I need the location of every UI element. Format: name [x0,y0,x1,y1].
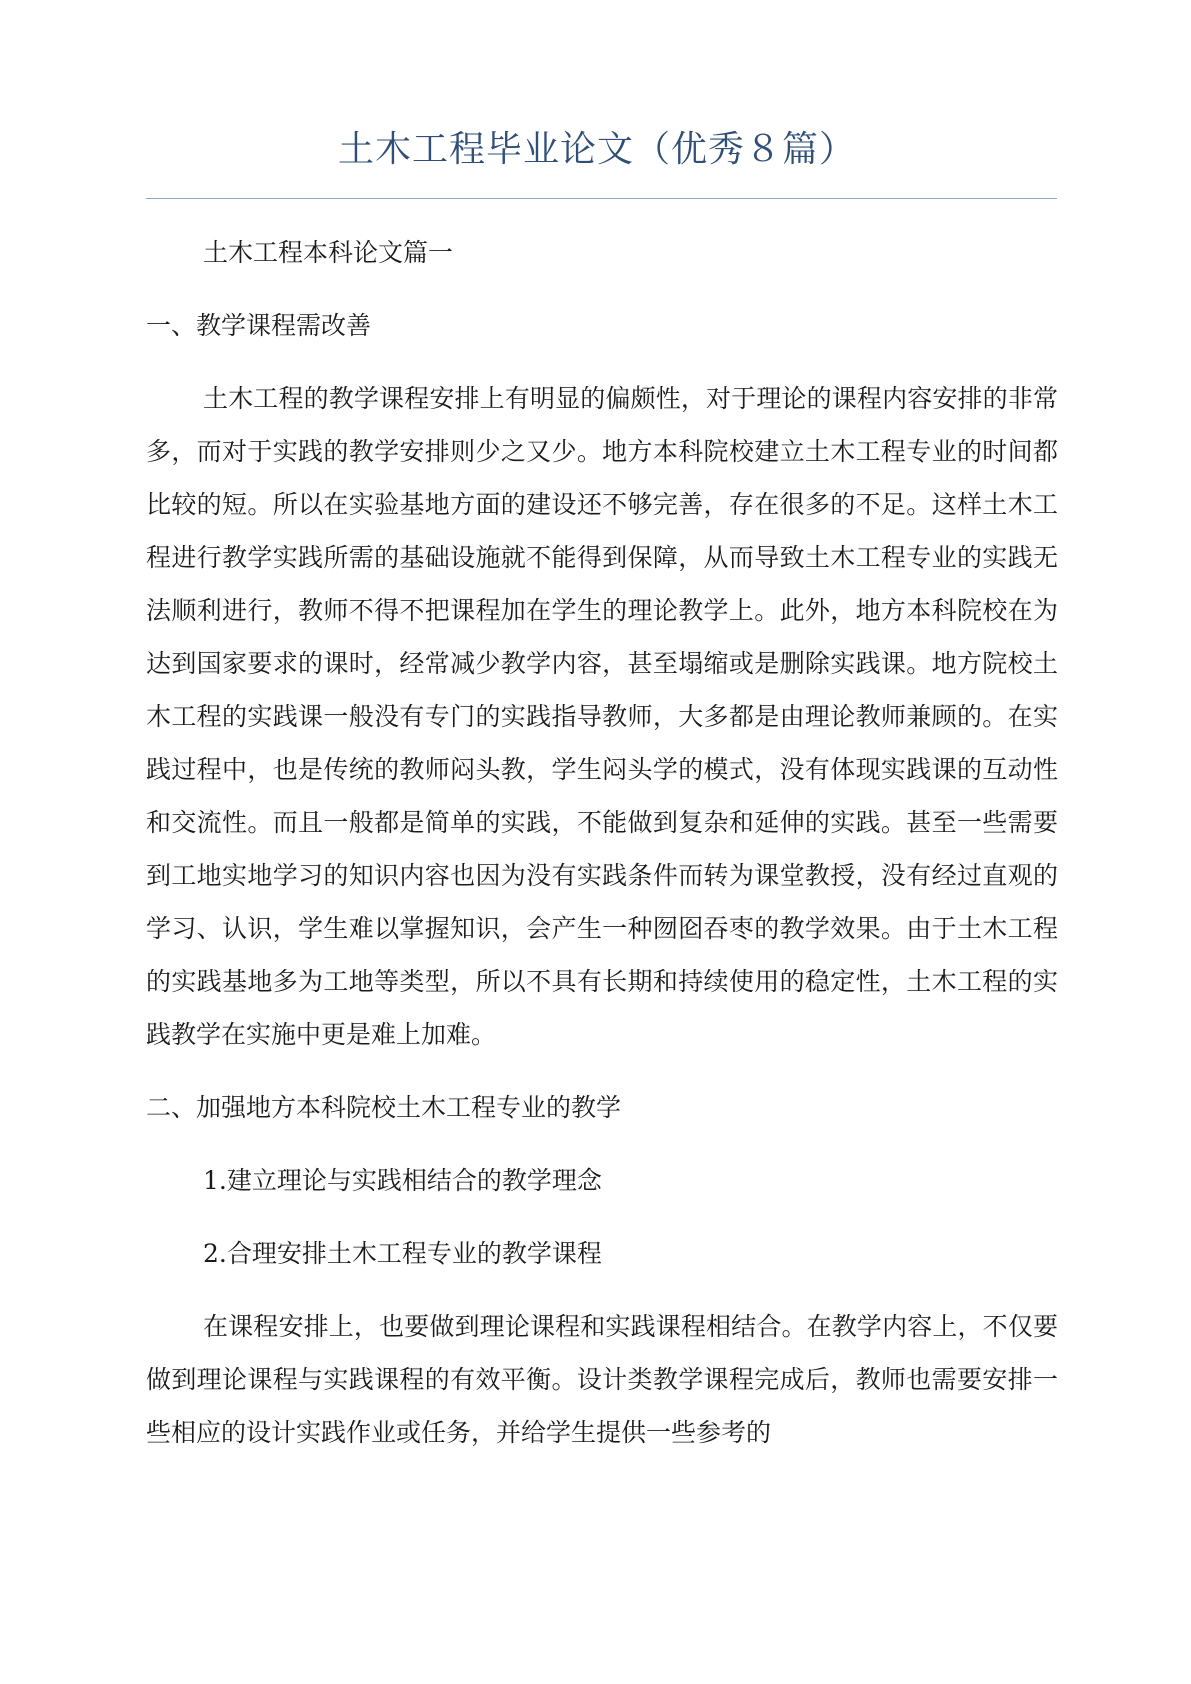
body-paragraph-2: 在课程安排上，也要做到理论课程和实践课程相结合。在教学内容上，不仅要做到理论课程与实践课程的有效平衡。设计类教学课程完成后，教师也需要安排一些相应的设计实践作业或任务，并给学生提供一些参考的 [146,1312,1058,1447]
subsection-heading-2: 2.合理安排土木工程专业的教学课程 [203,1239,602,1268]
document-body [146,226,1058,1459]
section-heading-1: 一、教学课程需改善 [146,311,372,340]
article-subtitle: 土木工程本科论文篇一 [203,238,454,267]
section-heading-2: 二、加强地方本科院校土木工程专业的教学 [146,1093,622,1122]
body-paragraph-1: 土木工程的教学课程安排上有明显的偏颇性，对于理论的课程内容安排的非常多，而对于实践的教学安排则少之又少。地方本科院校建立土木工程专业的时间都比较的短。所以在实验基地方面的建设还不够完善，存在很多的不足。这样土木工程进行教学实践所需的基础设施就不能得到保障，从而导致土木工程专业的实践无法顺利进行，教师不得不把课程加在学生的理论教学上。此外，地方本科院校在为达到国家要求的课时，经常减少教学内容，甚至塌缩或是删除实践课。地方院校土木工程的实践课一般没有专门的实践指导教师，大多都是由理论教师兼顾的。在实践过程中，也是传统的教师闷头教，学生闷头学的模式，没有体现实践课的互动性和交流性。而且一般都是简单的实践，不能做到复杂和延伸的实践。甚至一些需要到工地实地学习的知识内容也因为没有实践条件而转为课堂教授，没有经过直观的学习、认识，学生难以掌握知识，会产生一种囫囵吞枣的教学效果。由于土木工程的实践基地多为工地等类型，所以不具有长期和持续使用的稳定性，土木工程的实践教学在实施中更是难上加难。 [146,384,1058,1049]
subsection-heading-1: 1.建立理论与实践相结合的教学理念 [203,1166,602,1195]
document-title: 土木工程毕业论文（优秀８篇） [337,129,856,170]
title-divider [146,198,1057,199]
